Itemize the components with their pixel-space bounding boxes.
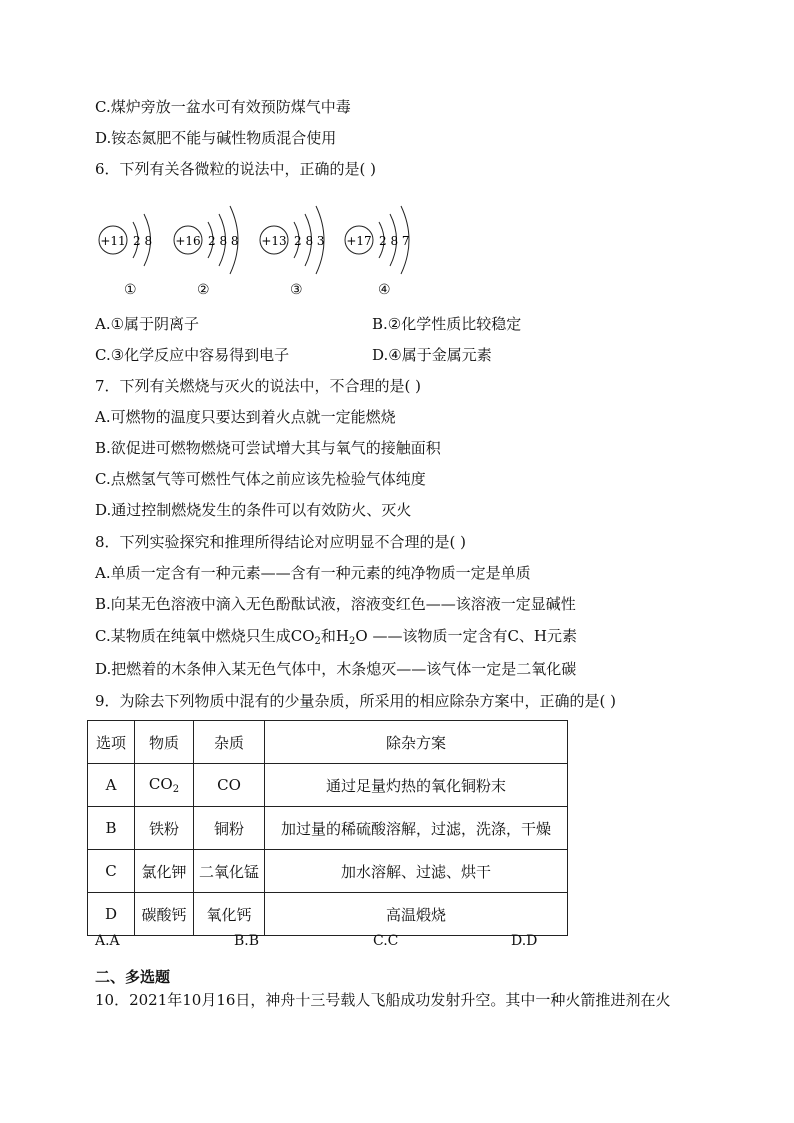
atom-1-shells: 2 8 [133,234,153,248]
atom-3-shells: 2 8 3 [294,234,325,248]
q8-option-c: C.某物质在纯氧中燃烧只生成$CO_2$和$H_2O$ ——该物质一定含有C、H元素 [95,627,577,647]
header-option: 选项 [88,721,135,764]
atom-diagram-4 [343,192,423,286]
q8-option-b: B.向某无色溶液中滴入无色酚酞试液，溶液变红色——该溶液一定显碱性 [95,595,576,613]
atom-label-3: ③ [290,282,303,298]
q9-stem: 9．为除去下列物质中混有的少量杂质，所采用的相应除杂方案中，正确的是( ) [95,692,617,710]
q10-stem: 10．2021年10月16日，神舟十三号载人飞船成功发射升空。其中一种火箭推进剂在火 [95,991,671,1009]
q9-answer-b: B.B [234,933,260,949]
cell-impurity: CO [194,764,265,807]
cell-option: D [88,893,135,936]
q8-c-and: 和 [320,627,336,645]
atom-3-nucleus: +13 [261,234,287,248]
cell-plan: 高温煅烧 [265,893,568,936]
q6-stem: 6．下列有关各微粒的说法中，正确的是( ) [95,160,377,178]
q8-c-h: H [335,627,349,645]
q7-option-d: D.通过控制燃烧发生的条件可以有效防火、灭火 [95,501,412,519]
section-title: 二、多选题 [95,968,171,986]
atom-label-1: ① [124,282,137,298]
atom-4-nucleus: +17 [346,234,372,248]
q7-option-a: A.可燃物的温度只要达到着火点就一定能燃烧 [95,408,396,426]
atom-diagram-2 [172,192,252,286]
cell-option: B [88,807,135,850]
table-row [88,807,568,850]
q8-c-o: O [355,627,368,645]
q9-table [87,720,568,936]
atom-label-4: ④ [378,282,391,298]
table-row [88,850,568,893]
q8-option-d: D.把燃着的木条伸入某无色气体中，木条熄灭——该气体一定是二氧化碳 [95,660,577,678]
header-substance: 物质 [135,721,194,764]
cell-impurity: 二氧化锰 [194,850,265,893]
q6-option-b: B.②化学性质比较稳定 [372,315,522,333]
cell-option: C [88,850,135,893]
q7-option-b: B.欲促进可燃物燃烧可尝试增大其与氧气的接触面积 [95,439,441,457]
cell-plan: 通过足量灼热的氧化铜粉末 [265,764,568,807]
atom-2-shells: 2 8 8 [208,234,239,248]
q8-c-co2: CO [290,627,315,645]
table-header-row [88,721,568,764]
cell-substance: $CO_2$ [135,764,194,807]
cell-substance: 氯化钾 [135,850,194,893]
atom-diagram-3 [258,192,338,286]
atom-1-nucleus: +11 [100,234,126,248]
cell-impurity: 氧化钙 [194,893,265,936]
q8-stem: 8．下列实验探究和推理所得结论对应明显不合理的是( ) [95,533,467,551]
q6-option-a: A.①属于阴离子 [95,315,200,333]
cell-plan: 加水溶解、过滤、烘干 [265,850,568,893]
cell-substance: 碳酸钙 [135,893,194,936]
q6-option-d: D.④属于金属元素 [372,346,492,364]
q8-c-pre: C.某物质在纯氧中燃烧只生成 [95,627,291,645]
header-plan: 除杂方案 [265,721,568,764]
q7-stem: 7．下列有关燃烧与灭火的说法中，不合理的是( ) [95,377,422,395]
atom-label-2: ② [197,282,210,298]
atom-diagram-1 [97,192,167,286]
atom-4-shells: 2 8 7 [379,234,410,248]
q8-c-post: ——该物质一定含有C、H元素 [367,627,577,645]
q9-answer-a: A.A [95,933,120,949]
table-row [88,764,568,807]
cell-plan: 加过量的稀硫酸溶解，过滤，洗涤，干燥 [265,807,568,850]
q5-option-c: C.煤炉旁放一盆水可有效预防煤气中毒 [95,98,351,116]
table-row [88,893,568,936]
q8-option-a: A.单质一定含有一种元素——含有一种元素的纯净物质一定是单质 [95,564,531,582]
q9-answer-d: D.D [511,933,538,949]
cell-substance: 铁粉 [135,807,194,850]
q5-option-d: D.铵态氮肥不能与碱性物质混合使用 [95,129,337,147]
q9-answer-c: C.C [373,933,399,949]
header-impurity: 杂质 [194,721,265,764]
atom-2-nucleus: +16 [175,234,201,248]
q7-option-c: C.点燃氢气等可燃性气体之前应该先检验气体纯度 [95,470,426,488]
cell-impurity: 铜粉 [194,807,265,850]
q6-option-c: C.③化学反应中容易得到电子 [95,346,290,364]
cell-option: A [88,764,135,807]
